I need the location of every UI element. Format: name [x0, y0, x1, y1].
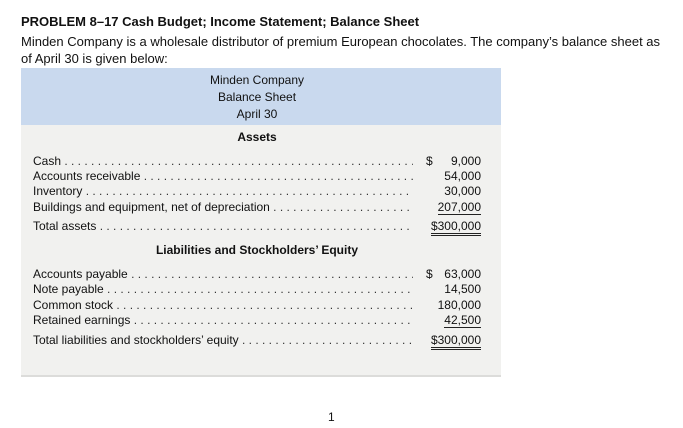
row-label: Retained earnings . . . — [33, 313, 413, 327]
table-row — [33, 298, 481, 313]
table-row — [33, 267, 481, 282]
balance-sheet — [21, 68, 501, 377]
row-amount: 9,000 — [450, 154, 481, 168]
dollar-sign: $ — [426, 154, 433, 168]
total-amount: $300,000 — [431, 333, 481, 350]
row-amount: 54,000 — [444, 169, 481, 183]
row-label: Cash . . . — [33, 154, 413, 168]
row-amount: 180,000 — [437, 298, 481, 312]
row-amount: 63,000 — [444, 267, 481, 281]
row-amount: 207,000 — [437, 200, 481, 214]
intro-text: Minden Company is a wholesale distributor of premium European chocolates. The company’s balance sheet as of April 30 is given below: — [21, 34, 661, 66]
dollar-sign: $ — [426, 267, 433, 281]
table-row — [33, 169, 481, 184]
total-row — [33, 333, 481, 348]
liabilities-heading: Liabilities and Stockholders’ Equity — [155, 243, 359, 257]
total-amount: $300,000 — [431, 219, 481, 236]
statement-date: April 30 — [236, 107, 278, 121]
row-label: Common stock . . . — [33, 298, 413, 312]
row-label: Accounts payable . . . — [33, 267, 413, 281]
assets-heading: Assets — [237, 130, 277, 144]
total-row — [33, 219, 481, 234]
page-number: 1 — [328, 410, 335, 424]
total-label: Total liabilities and stockholders’ equity . . . — [33, 333, 413, 347]
row-amount: 14,500 — [444, 282, 481, 296]
statement-title: Balance Sheet — [217, 90, 297, 104]
row-amount: 42,500 — [444, 313, 481, 327]
row-label: Inventory . . . — [33, 184, 413, 198]
table-row — [33, 154, 481, 169]
row-label: Note payable . . . — [33, 282, 413, 296]
table-row — [33, 184, 481, 199]
row-amount: 30,000 — [444, 184, 481, 198]
problem-title: PROBLEM 8–17 Cash Budget; Income Statement; Balance Sheet — [21, 14, 420, 29]
row-label: Buildings and equipment, net of depreciation . . . — [33, 200, 413, 214]
table-row — [33, 200, 481, 215]
total-label: Total assets . . . — [33, 219, 413, 233]
table-row — [33, 282, 481, 297]
company-name: Minden Company — [209, 73, 305, 87]
row-label: Accounts receivable . . . — [33, 169, 413, 183]
table-row — [33, 313, 481, 328]
